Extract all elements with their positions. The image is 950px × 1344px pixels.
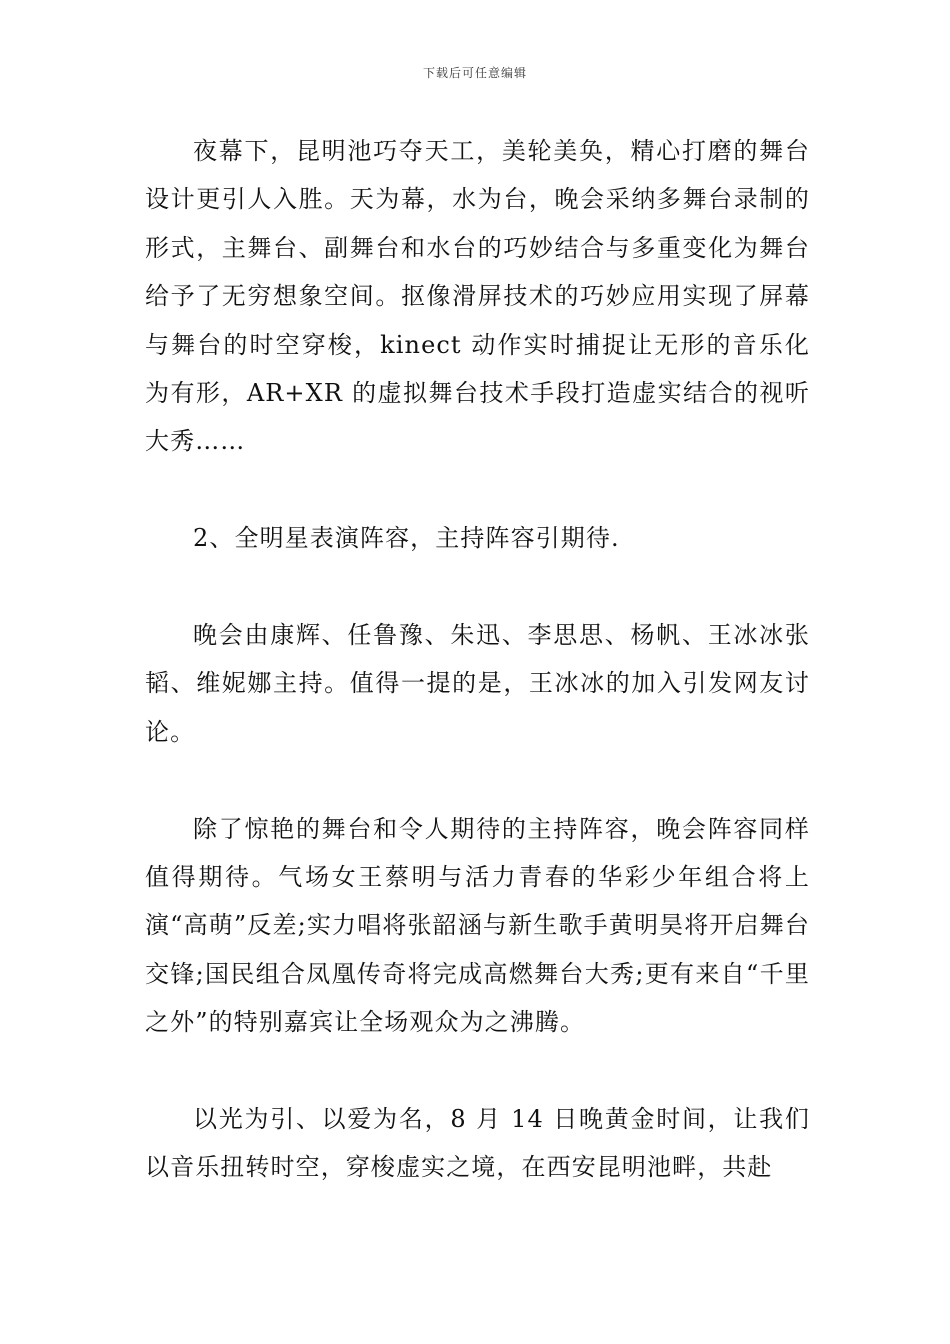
paragraph-gap	[145, 756, 810, 804]
document-body	[145, 127, 810, 1192]
paragraph-gap	[145, 1047, 810, 1095]
paragraph-gap	[145, 466, 810, 514]
section-heading-lineup: 2、全明星表演阵容，主持阵容引期待.	[193, 524, 620, 553]
paragraph-gap	[145, 563, 810, 611]
paragraph-hosts: 晚会由康辉、任鲁豫、朱迅、李思思、杨帆、王冰冰张韬、维妮娜主持。值得一提的是，王冰冰的加入引发网友讨论。	[145, 621, 810, 746]
paragraph-performers: 除了惊艳的舞台和令人期待的主持阵容，晚会阵容同样值得期待。气场女王蔡明与活力青春的华彩少年组合将上演“高萌”反差;实力唱将张韶涵与新生歌手黄明昊将开启舞台交锋;国民组合凤凰传奇将完成高燃舞台大秀;更有来自“千里之外”的特别嘉宾让全场观众为之沸腾。	[145, 814, 810, 1037]
page-header: 下载后可任意编辑	[422, 66, 527, 80]
paragraph-closing: 以光为引、以爱为名，8 月 14 日晚黄金时间，让我们以音乐扭转时空，穿梭虚实之境，在西安昆明池畔，共赴	[145, 1105, 810, 1182]
paragraph-stage-design: 夜幕下，昆明池巧夺天工，美轮美奂，精心打磨的舞台设计更引人入胜。天为幕，水为台，晚会采纳多舞台录制的形式，主舞台、副舞台和水台的巧妙结合与多重变化为舞台给予了无穷想象空间。抠像滑屏技术的巧妙应用实现了屏幕与舞台的时空穿梭，kinect 动作实时捕捉让无形的音乐化为有形，AR+XR 的虚拟舞台技术手段打造虚实结合的视听大秀……	[145, 137, 810, 456]
